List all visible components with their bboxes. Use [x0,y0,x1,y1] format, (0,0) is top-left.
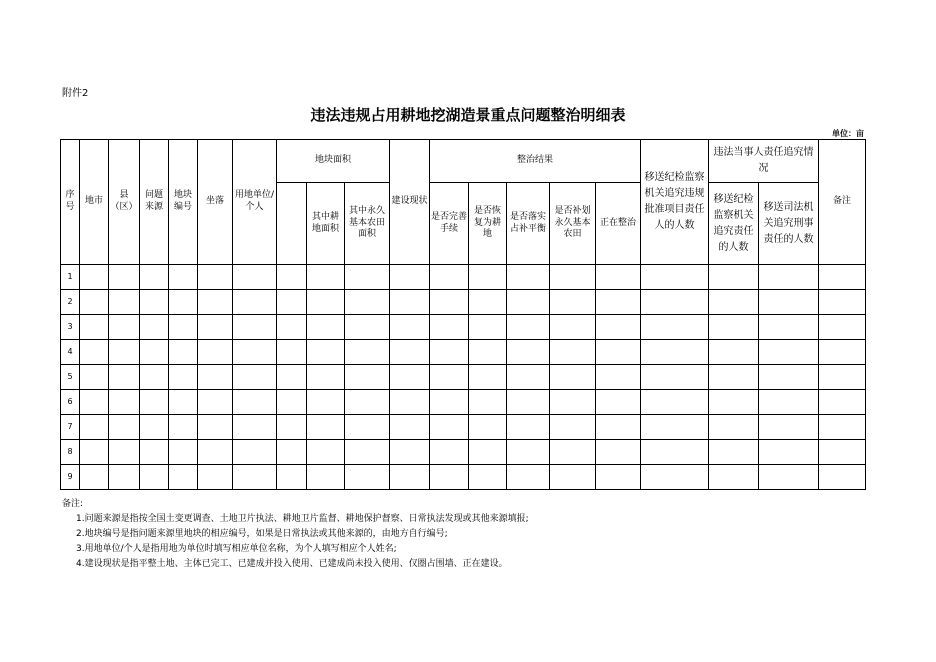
table-cell [277,340,307,365]
header-plot-area-blank [277,183,307,265]
table-cell [233,365,277,390]
table-cell [430,390,469,415]
table-cell [198,265,233,290]
header-user: 用地单位/个人 [233,140,277,265]
table-cell [169,415,198,440]
table-cell [169,265,198,290]
table-cell [550,440,596,465]
table-cell [345,415,390,440]
table-cell [819,340,866,365]
header-procedures: 是否完善手续 [430,183,469,265]
table-cell [596,315,641,340]
table-cell [345,290,390,315]
table-cell [80,315,109,340]
table-cell [140,290,169,315]
table-row [61,290,866,315]
header-party-discipline: 移送纪检监察机关追究责任的人数 [709,183,759,265]
table-cell [550,265,596,290]
row-number: 6 [61,390,80,415]
table-cell [430,315,469,340]
table-cell [169,340,198,365]
table-cell [550,315,596,340]
table-cell [469,415,507,440]
attachment-label: 附件2 [62,88,89,99]
table-cell [233,440,277,465]
header-remarks: 备注 [819,140,866,265]
table-cell [109,465,140,490]
table-cell [390,465,430,490]
header-party-responsibility: 违法当事人责任追究情况 [709,140,819,183]
header-construction: 建设现状 [390,140,430,265]
table-cell [277,465,307,490]
table-cell [233,265,277,290]
table-cell [233,465,277,490]
table-cell [819,440,866,465]
table-cell [759,315,819,340]
table-cell [307,465,345,490]
header-seq: 序号 [61,140,80,265]
table-cell [140,315,169,340]
table-cell [507,390,550,415]
note-item: 4.建设现状是指平整土地、主体已完工、已建成并投入使用、已建成尚未投入使用、仅圈占围墙、正在建设。 [76,559,508,569]
table-cell [140,365,169,390]
table-cell [469,465,507,490]
table-cell [345,365,390,390]
table-cell [198,465,233,490]
note-item: 3.用地单位/个人是指用地为单位时填写相应单位名称，为个人填写相应个人姓名; [76,544,397,554]
table-cell [198,415,233,440]
table-cell [198,440,233,465]
table-cell [641,265,709,290]
header-farmland-supplement: 是否补划永久基本农田 [550,183,596,265]
table-cell [233,390,277,415]
table-cell [390,315,430,340]
note-item: 1.问题来源是指按全国土变更调查、土地卫片执法、耕地卫片监督、耕地保护督察、日常执法发现或其他来源填报; [76,514,529,524]
table-cell [550,415,596,440]
table-cell [169,390,198,415]
table-cell [390,265,430,290]
table-cell [596,265,641,290]
table-cell [198,315,233,340]
table-cell [641,390,709,415]
table-cell [390,440,430,465]
table-cell [80,290,109,315]
table-cell [641,315,709,340]
row-number: 8 [61,440,80,465]
table-cell [430,440,469,465]
table-cell [109,365,140,390]
table-cell [759,340,819,365]
table-cell [430,265,469,290]
table-cell [80,365,109,390]
header-party-judicial: 移送司法机关追究刑事责任的人数 [759,183,819,265]
table-cell [109,265,140,290]
table-cell [507,290,550,315]
table-cell [550,365,596,390]
table-title: 违法违规占用耕地挖湖造景重点问题整治明细表 [310,106,626,124]
header-approval-transfer: 移送纪检监察机关追究违规批准项目责任人的人数 [641,140,709,265]
table-cell [198,365,233,390]
header-county: 县（区） [109,140,140,265]
table-row [61,365,866,390]
table-cell [709,440,759,465]
header-restored: 是否恢复为耕地 [469,183,507,265]
table-cell [641,340,709,365]
table-row [61,465,866,490]
table-cell [277,265,307,290]
table-row [61,265,866,290]
table-cell [390,290,430,315]
row-number: 7 [61,415,80,440]
notes-section [62,497,529,572]
table-cell [390,365,430,390]
table-cell [759,440,819,465]
table-cell [819,290,866,315]
table-cell [709,390,759,415]
table-cell [507,415,550,440]
table-cell [550,465,596,490]
header-city: 地市 [80,140,109,265]
table-cell [345,465,390,490]
table-cell [307,315,345,340]
table-cell [109,440,140,465]
header-plot-no: 地块编号 [169,140,198,265]
table-cell [198,290,233,315]
table-cell [709,465,759,490]
table-cell [596,340,641,365]
table-cell [277,365,307,390]
header-arable-area: 其中耕地面积 [307,183,345,265]
header-basic-farmland: 其中永久基本农田面积 [345,183,390,265]
table-cell [233,340,277,365]
note-item: 2.地块编号是指问题来源里地块的相应编号，如果是日常执法或其他来源的，由地方自行编号; [76,529,448,539]
table-cell [819,365,866,390]
table-cell [390,390,430,415]
table-cell [507,365,550,390]
table-cell [469,340,507,365]
table-cell [641,440,709,465]
table-cell [345,265,390,290]
table-cell [233,415,277,440]
table-cell [169,440,198,465]
table-cell [596,440,641,465]
table-cell [140,465,169,490]
table-cell [507,465,550,490]
table-cell [307,365,345,390]
table-cell [140,440,169,465]
table-cell [307,390,345,415]
table-cell [233,290,277,315]
table-cell [109,415,140,440]
table-cell [709,315,759,340]
header-source: 问题来源 [140,140,169,265]
table-cell [550,390,596,415]
table-cell [169,465,198,490]
table-cell [759,465,819,490]
header-offset: 是否落实占补平衡 [507,183,550,265]
table-cell [709,290,759,315]
table-cell [507,440,550,465]
table-cell [169,315,198,340]
notes-heading: 备注: [62,499,84,509]
table-cell [430,340,469,365]
row-number: 3 [61,315,80,340]
table-cell [233,315,277,340]
table-cell [469,365,507,390]
table-cell [469,290,507,315]
table-row [61,340,866,365]
table-cell [140,340,169,365]
table-cell [641,290,709,315]
table-cell [109,315,140,340]
table-cell [596,465,641,490]
table-cell [709,340,759,365]
table-cell [596,365,641,390]
table-cell [469,390,507,415]
table-cell [109,340,140,365]
table-cell [277,290,307,315]
table-cell [80,390,109,415]
row-number: 9 [61,465,80,490]
table-cell [109,290,140,315]
header-rectifying: 正在整治 [596,183,641,265]
table-cell [430,365,469,390]
table-cell [641,465,709,490]
table-cell [140,415,169,440]
table-cell [80,415,109,440]
header-plot-area: 地块面积 [277,140,390,183]
table-cell [507,315,550,340]
table-cell [390,415,430,440]
table-cell [596,290,641,315]
table-cell [550,340,596,365]
table-cell [596,415,641,440]
table-cell [109,390,140,415]
table-cell [550,290,596,315]
table-cell [277,440,307,465]
table-cell [759,390,819,415]
table-cell [345,315,390,340]
table-cell [819,390,866,415]
table-cell [345,390,390,415]
table-cell [507,265,550,290]
table-cell [709,365,759,390]
table-cell [819,315,866,340]
table-cell [430,465,469,490]
table-cell [430,415,469,440]
table-cell [198,390,233,415]
table-cell [390,340,430,365]
table-cell [641,415,709,440]
table-cell [198,340,233,365]
row-number: 4 [61,340,80,365]
table-cell [759,265,819,290]
table-cell [169,365,198,390]
table-cell [819,265,866,290]
table-cell [277,315,307,340]
header-location: 坐落 [198,140,233,265]
table-cell [469,315,507,340]
table-cell [140,390,169,415]
rectification-table [60,139,866,490]
table-cell [596,390,641,415]
table-cell [469,265,507,290]
table-cell [80,340,109,365]
table-cell [169,290,198,315]
table-cell [469,440,507,465]
table-cell [80,265,109,290]
table-cell [80,465,109,490]
table-cell [819,415,866,440]
row-number: 2 [61,290,80,315]
table-cell [759,290,819,315]
table-cell [80,440,109,465]
table-row [61,440,866,465]
table-cell [641,365,709,390]
table-cell [307,290,345,315]
row-number: 5 [61,365,80,390]
table-cell [430,290,469,315]
table-row [61,315,866,340]
table-cell [709,265,759,290]
table-cell [759,415,819,440]
table-cell [307,265,345,290]
table-cell [307,440,345,465]
table-cell [307,340,345,365]
table-row [61,415,866,440]
table-cell [307,415,345,440]
header-result: 整治结果 [430,140,641,183]
table-cell [277,415,307,440]
row-number: 1 [61,265,80,290]
table-cell [819,465,866,490]
table-cell [140,265,169,290]
table-cell [277,390,307,415]
table-cell [345,340,390,365]
table-cell [507,340,550,365]
unit-label: 单位：亩 [832,129,864,138]
table-row [61,390,866,415]
table-cell [759,365,819,390]
table-cell [709,415,759,440]
table-cell [345,440,390,465]
